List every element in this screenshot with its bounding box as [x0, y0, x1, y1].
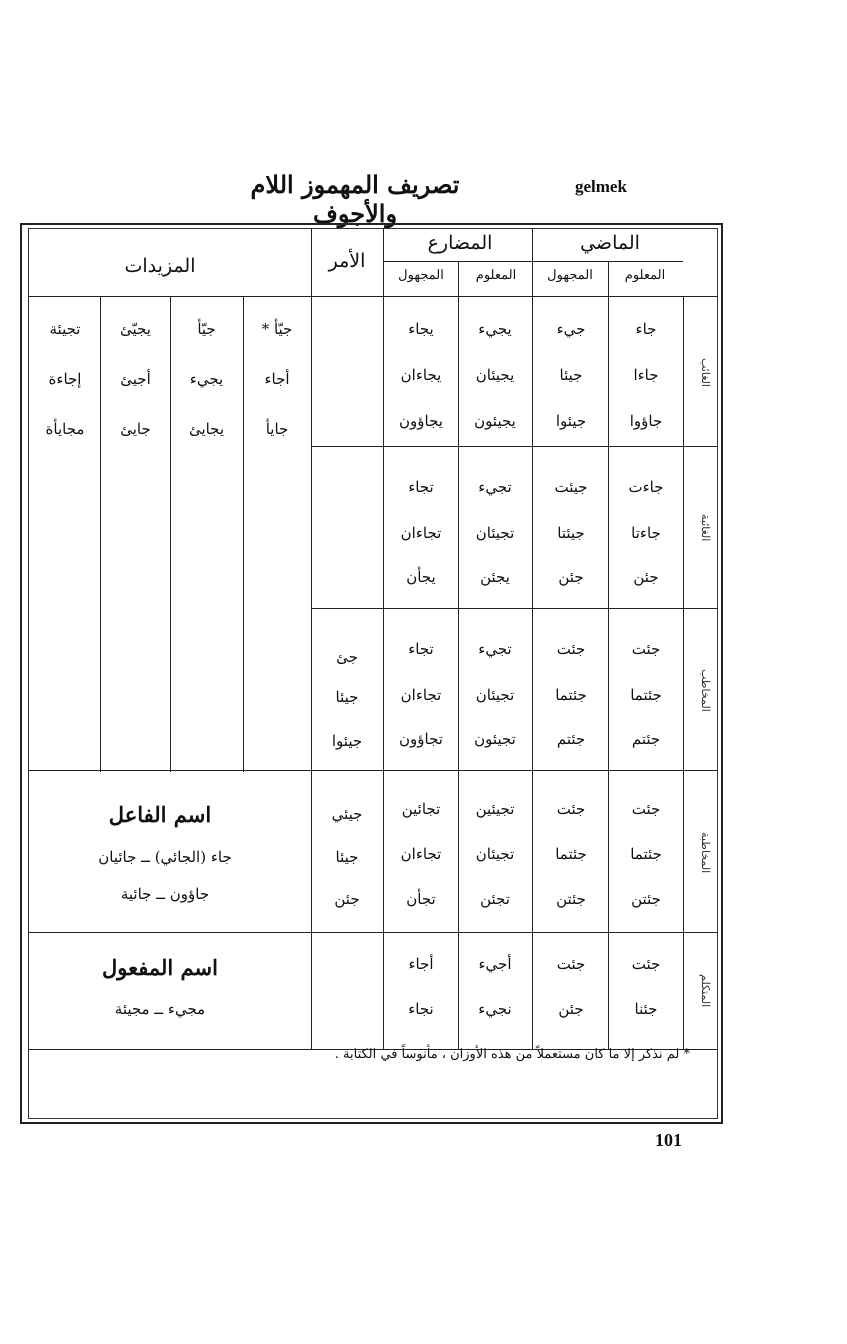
- divider-amr-mudari: [383, 228, 384, 1050]
- row-divider: [311, 446, 718, 447]
- mudari-passive-cell: تجاءان: [400, 686, 442, 704]
- madi-passive-cell: جئتم: [556, 730, 586, 748]
- madi-passive-cell: جئت: [556, 640, 586, 658]
- amr-cell: جيئوا: [331, 732, 363, 750]
- madi-known-cell: جاء: [635, 320, 657, 338]
- madi-known-cell: جاءا: [633, 366, 659, 384]
- madi-passive-cell: جئت: [556, 955, 586, 973]
- mazidat-col-divider: [243, 296, 244, 772]
- mudari-known-cell: تجيئون: [474, 730, 516, 748]
- mudari-passive-cell: نجاء: [408, 1000, 434, 1018]
- row-side-label: المتكلم: [699, 973, 712, 1008]
- amr-cell: جئن: [334, 890, 360, 908]
- mudari-passive-cell: أجاء: [408, 955, 434, 973]
- row-side-label: المخاطبة: [699, 832, 712, 874]
- madi-known-cell: جئنا: [634, 1000, 658, 1018]
- mazidat-cell: يجيء: [189, 370, 224, 388]
- madi-known-cell: جئت: [631, 955, 661, 973]
- madi-passive-cell: جئن: [558, 568, 584, 586]
- mazidat-cell: يجايئ: [188, 420, 225, 438]
- madi-known-cell: جئتما: [630, 686, 662, 704]
- mudari-known-cell: تجيئان: [475, 845, 515, 863]
- page-title: تصريف المهموز اللام والأجوف: [250, 170, 460, 228]
- mazidat-col-divider: [100, 296, 101, 772]
- col-header-amr: الأمر: [328, 250, 366, 272]
- page-number: 101: [655, 1130, 682, 1150]
- mudari-passive-cell: تجاء: [408, 478, 434, 496]
- madi-known-cell: جئتما: [630, 845, 662, 863]
- mudari-known-cell: تجيئان: [475, 686, 515, 704]
- mudari-passive-cell: تجاؤون: [399, 730, 443, 748]
- row-side-label: الغائبة: [699, 513, 712, 542]
- madi-known-cell: جاؤوا: [629, 412, 663, 430]
- row-side-label: المخاطب: [699, 668, 712, 712]
- madi-passive-cell: جئتما: [555, 686, 587, 704]
- mudari-known-cell: يجيء: [478, 320, 512, 338]
- row-divider: [28, 770, 718, 771]
- madi-passive-cell: جيئت: [554, 478, 588, 496]
- mudari-known-cell: يجيئان: [475, 366, 515, 384]
- mudari-passive-cell: يجاء: [408, 320, 434, 338]
- mudari-known-cell: تجيء: [478, 478, 512, 496]
- madi-known-cell: جاءتا: [631, 524, 661, 542]
- mudari-known-cell: يجيئون: [474, 412, 516, 430]
- passive-participle-title: اسم المفعول: [102, 955, 218, 980]
- mazidat-cell: أجيئ: [120, 370, 151, 388]
- mazidat-cell: مجايأة: [45, 420, 85, 438]
- mudari-known-cell: تجئن: [480, 890, 510, 908]
- row-divider: [28, 932, 718, 933]
- sub-header-known: المعلوم: [475, 268, 517, 283]
- mazidat-cell: أجاء: [264, 370, 290, 388]
- mudari-known-cell: أجيء: [478, 955, 512, 973]
- active-participle-line: جاؤون ــ جائية: [120, 885, 210, 903]
- footnote: * لم نذكر إلا ما كان مستعملاً من هذه الأوزان ، مأنوساً في الكتابة .: [334, 1047, 690, 1062]
- madi-passive-cell: جئتن: [556, 890, 586, 908]
- latin-word: gelmek: [575, 177, 627, 196]
- active-participle-line: جاء (الجائي) ــ جائيان: [98, 848, 232, 866]
- divider-side-label: [683, 296, 684, 1050]
- madi-known-cell: جاءت: [628, 478, 664, 496]
- madi-passive-cell: جيء: [556, 320, 586, 338]
- divider-mazidat-amr: [311, 228, 312, 1050]
- mazidat-col-divider: [170, 296, 171, 772]
- mazidat-cell: جايأ: [265, 420, 289, 438]
- amr-cell: جيئا: [335, 848, 359, 866]
- mazidat-cell: جيّأ *: [261, 320, 293, 338]
- madi-passive-cell: جئن: [558, 1000, 584, 1018]
- header-divider: [28, 296, 718, 297]
- madi-known-cell: جئتن: [631, 890, 661, 908]
- amr-cell: جئ: [336, 648, 358, 666]
- divider-mudari-madi: [532, 228, 533, 1050]
- mazidat-cell: جايئ: [120, 420, 151, 438]
- madi-passive-cell: جيئتا: [557, 524, 585, 542]
- col-header-madi: الماضي: [580, 232, 640, 254]
- col-header-mazidat: المزيدات: [124, 255, 196, 277]
- mazidat-cell: جيّأ: [197, 320, 216, 338]
- row-divider: [311, 608, 718, 609]
- mazidat-cell: تجيئة: [49, 320, 81, 338]
- madi-passive-cell: جيئوا: [555, 412, 587, 430]
- mudari-passive-cell: تجائين: [401, 800, 441, 818]
- mudari-passive-cell: تجاء: [408, 640, 434, 658]
- amr-cell: جيئي: [331, 805, 363, 823]
- mudari-known-cell: تجيئين: [475, 800, 515, 818]
- row-side-label: الغائب: [699, 358, 712, 387]
- mazidat-cell: يجيّئ: [120, 320, 151, 338]
- mudari-known-cell: تجيئان: [475, 524, 515, 542]
- sub-header-known: المعلوم: [624, 268, 666, 283]
- mudari-known-cell: تجيء: [478, 640, 512, 658]
- passive-participle-line: مجيء ــ مجيئة: [114, 1000, 206, 1018]
- mudari-passive-cell: يجاؤون: [399, 412, 443, 430]
- madi-passive-cell: جئت: [556, 800, 586, 818]
- mudari-passive-cell: يجاءان: [400, 366, 442, 384]
- madi-passive-cell: جئتما: [555, 845, 587, 863]
- madi-known-cell: جئتم: [631, 730, 661, 748]
- mudari-known-cell: نجيء: [478, 1000, 512, 1018]
- col-header-mudari: المضارع: [427, 232, 493, 254]
- mazidat-cell: إجاءة: [48, 370, 82, 388]
- table-inner-frame: [28, 228, 718, 1119]
- mudari-passive-cell: تجأن: [406, 890, 436, 908]
- mudari-passive-cell: تجاءان: [400, 524, 442, 542]
- madi-known-cell: جئت: [631, 800, 661, 818]
- sub-header-passive: المجهول: [547, 268, 593, 283]
- sub-header-passive: المجهول: [398, 268, 444, 283]
- madi-passive-cell: جيئا: [559, 366, 583, 384]
- mudari-known-cell: يجئن: [480, 568, 510, 586]
- madi-known-cell: جئت: [631, 640, 661, 658]
- madi-known-cell: جئن: [633, 568, 659, 586]
- active-participle-title: اسم الفاعل: [108, 802, 212, 827]
- mudari-passive-cell: يجأن: [406, 568, 436, 586]
- amr-cell: جيئا: [335, 688, 359, 706]
- mudari-passive-cell: تجاءان: [400, 845, 442, 863]
